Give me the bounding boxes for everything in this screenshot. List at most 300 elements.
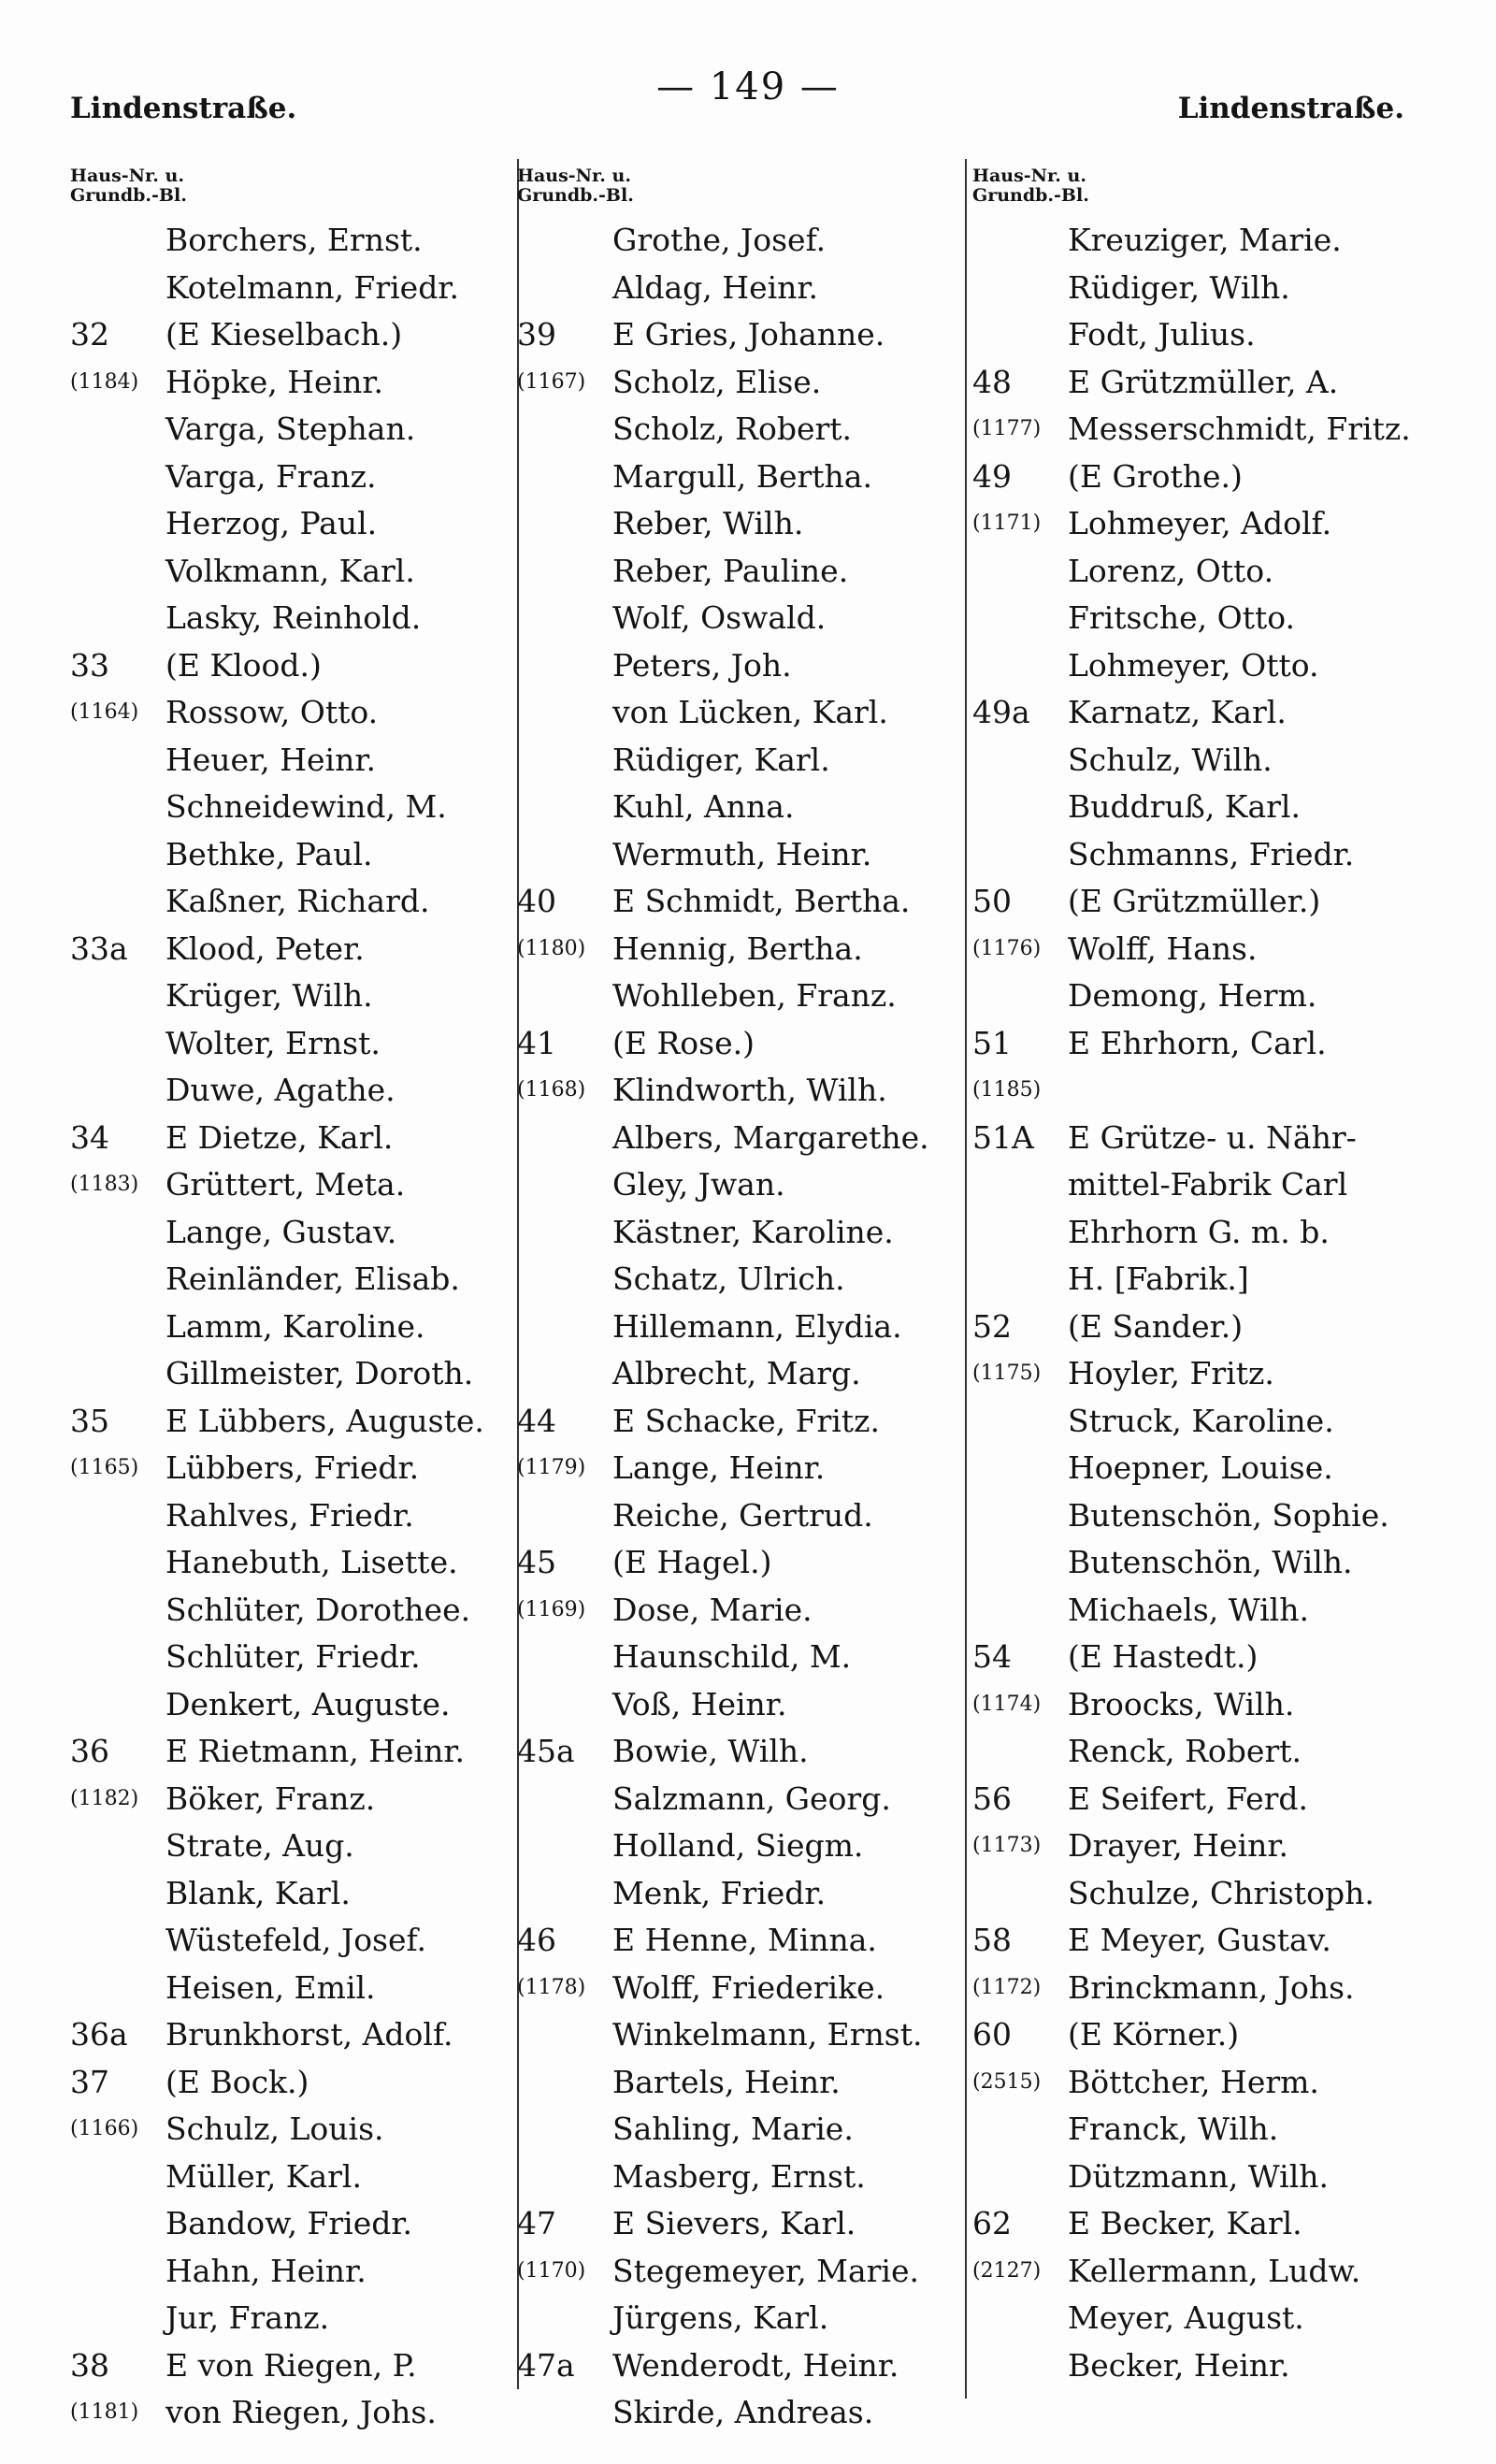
resident-name: Karnatz, Karl. (1068, 694, 1287, 730)
list-item (517, 1917, 964, 1965)
resident-name: Schmanns, Friedr. (1068, 835, 1355, 872)
list-item (972, 1776, 1459, 1823)
resident-name: E Dietze, Karl. (165, 1118, 394, 1156)
resident-name: von Riegen, Johs. (165, 2394, 437, 2430)
list-item (517, 1115, 964, 1162)
resident-name: Masberg, Ernst. (612, 2157, 866, 2195)
list-item (70, 217, 528, 265)
resident-name: Kreuziger, Marie. (1068, 222, 1342, 258)
resident-name: Schulz, Louis. (165, 2111, 384, 2147)
entry-list (517, 217, 964, 2437)
list-item (517, 1350, 964, 1398)
list-item (972, 1965, 1459, 2012)
resident-name: Schlüter, Friedr. (165, 1638, 421, 1675)
resident-name: Heisen, Emil. (165, 1968, 376, 2006)
resident-name: Heuer, Heinr. (165, 741, 376, 778)
resident-name: Borchers, Ernst. (165, 222, 423, 258)
resident-name: Bandow, Friedr. (165, 2205, 412, 2241)
list-item (517, 2011, 964, 2059)
list-item (517, 1020, 964, 1068)
resident-name: Jur, Franz. (165, 2299, 330, 2336)
resident-name: Reinländer, Elisab. (165, 1261, 460, 1297)
list-item (70, 2106, 528, 2154)
resident-name: Broocks, Wilh. (1068, 1685, 1295, 1722)
resident-name: Hillemann, Elydia. (612, 1307, 902, 1345)
resident-name: Skirde, Andreas. (612, 2394, 874, 2430)
page-number: — 149 — (656, 65, 840, 108)
list-item (70, 1115, 528, 1162)
house-number: 58 (972, 1922, 1012, 1958)
resident-name: Sahling, Marie. (612, 2111, 854, 2147)
list-item (972, 926, 1459, 973)
resident-name: Böker, Franz. (165, 1780, 376, 1817)
list-item (972, 454, 1459, 501)
list-item (70, 2248, 528, 2296)
list-item (70, 548, 528, 596)
list-item (517, 1539, 964, 1587)
resident-name: E von Riegen, P. (165, 2346, 417, 2384)
list-item (972, 1398, 1459, 1446)
column-header-line-1: Haus-Nr. u. (70, 166, 184, 186)
resident-name: Buddruß, Karl. (1068, 788, 1301, 825)
resident-name: Grüttert, Meta. (165, 1166, 406, 1203)
resident-name: Blank, Karl. (165, 1874, 351, 1911)
resident-name: Bethke, Paul. (165, 835, 373, 872)
house-number: 56 (972, 1780, 1012, 1817)
column-header (972, 166, 1459, 217)
land-register-number: (1184) (70, 369, 139, 394)
resident-name: Kästner, Karoline. (612, 1213, 894, 1250)
list-item (972, 1681, 1459, 1729)
resident-name: Volkmann, Karl. (165, 552, 415, 589)
list-item (517, 784, 964, 831)
running-header-right: Lindenstraße. (1177, 92, 1404, 125)
column-header (517, 166, 964, 217)
house-number: 45 (517, 1544, 556, 1580)
house-number: 47a (517, 2346, 575, 2384)
list-item (517, 973, 964, 1020)
land-register-number: (1171) (972, 512, 1042, 535)
resident-name: Rahlves, Friedr. (165, 1496, 414, 1534)
resident-name: Lange, Gustav. (165, 1213, 397, 1250)
column-header-line-2: Grundb.-Bl. (972, 185, 1089, 206)
resident-name: Lohmeyer, Adolf. (1068, 505, 1332, 541)
resident-name: Holland, Siegm. (612, 1827, 864, 1864)
list-item (517, 642, 964, 690)
list-item (517, 926, 964, 973)
list-item (517, 737, 964, 785)
resident-name: E Schmidt, Bertha. (612, 883, 911, 919)
list-item (70, 2342, 528, 2390)
house-number: 40 (517, 883, 556, 919)
resident-name: Reber, Pauline. (612, 552, 849, 589)
resident-name: Wolff, Friederike. (612, 1968, 885, 2006)
resident-name: Wüstefeld, Josef. (165, 1922, 427, 1958)
list-item (70, 1917, 528, 1965)
resident-name: Rossow, Otto. (165, 694, 379, 730)
house-number: 47 (517, 2205, 556, 2241)
resident-name: Gley, Jwan. (612, 1166, 785, 1203)
resident-name: (E Hagel.) (612, 1544, 772, 1580)
resident-name: (E Kieselbach.) (165, 316, 403, 353)
list-item (517, 454, 964, 501)
list-item (517, 1681, 964, 1729)
land-register-number: (1178) (517, 1975, 586, 1999)
land-register-number: (1175) (972, 1362, 1042, 1385)
resident-name: Klindworth, Wilh. (612, 1072, 887, 1108)
list-item (517, 2342, 964, 2390)
resident-name: Klood, Peter. (165, 929, 365, 967)
list-item (70, 1776, 528, 1823)
list-item (70, 500, 528, 548)
resident-name: Messerschmidt, Fritz. (1068, 411, 1411, 447)
resident-name: Lorenz, Otto. (1068, 552, 1274, 589)
resident-name: Kotelmann, Friedr. (165, 268, 459, 306)
list-item (517, 217, 964, 265)
resident-name: von Lücken, Karl. (612, 694, 888, 730)
list-item (517, 1161, 964, 1209)
list-item (517, 878, 964, 926)
resident-name: Ehrhorn G. m. b. (1068, 1213, 1330, 1250)
resident-name: mittel-Fabrik Carl (1068, 1166, 1348, 1203)
list-item (517, 2200, 964, 2248)
resident-name: Butenschön, Wilh. (1068, 1544, 1353, 1580)
house-number: 36 (70, 1733, 109, 1769)
resident-name: Fritsche, Otto. (1068, 599, 1296, 636)
list-item (517, 1587, 964, 1635)
resident-name: (E Klood.) (165, 646, 322, 684)
list-item (70, 1020, 528, 1068)
directory-column-1 (70, 166, 528, 2437)
house-number: 49a (972, 694, 1030, 730)
list-item (517, 1823, 964, 1870)
resident-name: Winkelmann, Ernst. (612, 2016, 923, 2053)
resident-name: Rüdiger, Wilh. (1068, 268, 1290, 306)
list-item (972, 642, 1459, 690)
list-item (70, 1539, 528, 1587)
column-header-line-1: Haus-Nr. u. (972, 166, 1086, 186)
resident-name: Schulze, Christoph. (1068, 1874, 1374, 1911)
list-item (70, 1304, 528, 1351)
list-item (517, 1870, 964, 1918)
list-item (972, 1587, 1459, 1635)
land-register-number: (1172) (972, 1975, 1042, 1999)
list-item (70, 1445, 528, 1492)
resident-name: Krüger, Wilh. (165, 977, 373, 1014)
house-number: 36a (70, 2016, 128, 2053)
house-number: 34 (70, 1118, 109, 1156)
land-register-number: (1169) (517, 1597, 586, 1621)
land-register-number: (1173) (972, 1834, 1042, 1857)
list-item (70, 2059, 528, 2107)
resident-name: Jürgens, Karl. (612, 2299, 829, 2336)
land-register-number: (1170) (517, 2258, 586, 2283)
list-item (70, 2154, 528, 2201)
list-item (972, 1823, 1459, 1870)
list-item (972, 1209, 1459, 1257)
land-register-number: (1166) (70, 2117, 139, 2140)
house-number: 32 (70, 316, 109, 353)
resident-name: E Grützmüller, A. (1068, 363, 1339, 400)
house-number: 44 (517, 1402, 556, 1439)
land-register-number: (1182) (70, 1786, 139, 1810)
list-item (972, 1067, 1459, 1115)
resident-name: Albrecht, Marg. (612, 1355, 861, 1391)
house-number: 62 (972, 2205, 1012, 2241)
resident-name: (E Körner.) (1068, 2016, 1240, 2053)
list-item (972, 1115, 1459, 1162)
list-item (972, 1350, 1459, 1398)
resident-name: E Sievers, Karl. (612, 2205, 856, 2241)
house-number: 51 (972, 1024, 1012, 1061)
list-item (517, 500, 964, 548)
house-number: 46 (517, 1922, 556, 1958)
resident-name: Bartels, Heinr. (612, 2063, 841, 2100)
list-item (972, 1870, 1459, 1918)
list-item (972, 2106, 1459, 2154)
list-item (70, 1209, 528, 1257)
list-item (70, 1256, 528, 1304)
list-item (972, 689, 1459, 737)
resident-name: Renck, Robert. (1068, 1733, 1302, 1769)
land-register-number: (1180) (517, 936, 586, 960)
list-item (70, 2389, 528, 2437)
house-number: 33a (70, 929, 128, 967)
resident-name: (E Grützmüller.) (1068, 883, 1321, 919)
column-header-line-2: Grundb.-Bl. (70, 185, 187, 206)
list-item (517, 359, 964, 407)
land-register-number: (1183) (70, 1173, 139, 1196)
entry-list (70, 217, 528, 2437)
resident-name: (E Sander.) (1068, 1307, 1244, 1345)
resident-name: Voß, Heinr. (612, 1685, 787, 1722)
resident-name: Schneidewind, M. (165, 788, 447, 825)
column-header (70, 166, 528, 217)
list-item (972, 1020, 1459, 1068)
list-item (517, 595, 964, 642)
house-number: 41 (517, 1024, 556, 1061)
resident-name: Albers, Margarethe. (612, 1118, 929, 1156)
list-item (517, 2248, 964, 2296)
resident-name: E Ehrhorn, Carl. (1068, 1024, 1327, 1061)
resident-name: Dose, Marie. (612, 1591, 813, 1628)
list-item (972, 1634, 1459, 1681)
resident-name: Dützmann, Wilh. (1068, 2157, 1330, 2195)
column-divider (965, 159, 967, 2399)
resident-name: Michaels, Wilh. (1068, 1591, 1309, 1628)
list-item (517, 689, 964, 737)
house-number: 51A (972, 1118, 1034, 1156)
list-item (517, 831, 964, 879)
column-header-line-1: Haus-Nr. u. (517, 166, 631, 186)
list-item (517, 1728, 964, 1776)
list-item (70, 1350, 528, 1398)
list-item (70, 1398, 528, 1446)
resident-name: Franck, Wilh. (1068, 2111, 1279, 2147)
resident-name: Höpke, Heinr. (165, 363, 384, 400)
resident-name: (E Hastedt.) (1068, 1638, 1259, 1675)
list-item (972, 311, 1459, 359)
resident-name: E Seifert, Ferd. (1068, 1780, 1309, 1817)
resident-name: Kellermann, Ludw. (1068, 2252, 1361, 2289)
resident-name: E Henne, Minna. (612, 1922, 877, 1958)
list-item (70, 454, 528, 501)
list-item (972, 2342, 1459, 2390)
resident-name: Strate, Aug. (165, 1827, 354, 1864)
resident-name: Wolf, Oswald. (612, 599, 827, 636)
house-number: 38 (70, 2346, 109, 2384)
list-item (972, 1539, 1459, 1587)
land-register-number: (1168) (517, 1078, 586, 1102)
list-item (517, 1776, 964, 1823)
resident-name: (E Grothe.) (1068, 457, 1243, 495)
resident-name: Lohmeyer, Otto. (1068, 646, 1319, 684)
list-item (972, 1304, 1459, 1351)
land-register-number: (1177) (972, 417, 1042, 440)
resident-name: Lamm, Karoline. (165, 1307, 425, 1345)
list-item (70, 1067, 528, 1115)
resident-name: Böttcher, Herm. (1068, 2063, 1319, 2100)
resident-name: Brunkhorst, Adolf. (165, 2016, 453, 2053)
list-item (70, 1728, 528, 1776)
list-item (517, 265, 964, 312)
resident-name: Duwe, Agathe. (165, 1072, 396, 1108)
resident-name: Varga, Stephan. (165, 411, 416, 447)
list-item (517, 1256, 964, 1304)
list-item (972, 1161, 1459, 1209)
list-item (517, 2295, 964, 2342)
resident-name: Becker, Heinr. (1068, 2346, 1290, 2384)
resident-name: Wenderodt, Heinr. (612, 2346, 899, 2384)
list-item (972, 1445, 1459, 1492)
resident-name: Rüdiger, Karl. (612, 741, 830, 778)
list-item (70, 406, 528, 454)
list-item (972, 217, 1459, 265)
house-number: 33 (70, 646, 109, 684)
list-item (972, 1492, 1459, 1540)
list-item (972, 2059, 1459, 2107)
land-register-number: (1164) (70, 700, 139, 724)
resident-name: H. [Fabrik.] (1068, 1261, 1249, 1297)
resident-name: Scholz, Elise. (612, 363, 822, 400)
list-item (70, 689, 528, 737)
resident-name: Meyer, August. (1068, 2299, 1304, 2336)
resident-name: Schulz, Wilh. (1068, 741, 1273, 778)
list-item (972, 1256, 1459, 1304)
land-register-number: (1176) (972, 936, 1042, 960)
resident-name: Herzog, Paul. (165, 505, 378, 541)
house-number: 35 (70, 1402, 109, 1439)
resident-name: Wermuth, Heinr. (612, 835, 872, 872)
list-item (972, 878, 1459, 926)
list-item (70, 359, 528, 407)
list-item (517, 1634, 964, 1681)
land-register-number: (1185) (972, 1078, 1042, 1102)
list-item (517, 1492, 964, 1540)
resident-name: Menk, Friedr. (612, 1874, 827, 1911)
resident-name: Lübbers, Friedr. (165, 1449, 420, 1486)
list-item (972, 831, 1459, 879)
list-item (70, 1681, 528, 1729)
house-number: 49 (972, 457, 1012, 495)
list-item (972, 406, 1459, 454)
list-item (972, 500, 1459, 548)
list-item (70, 831, 528, 879)
house-number: 37 (70, 2063, 109, 2100)
list-item (70, 1870, 528, 1918)
list-item (70, 737, 528, 785)
list-item (972, 2248, 1459, 2296)
list-item (517, 311, 964, 359)
list-item (70, 265, 528, 312)
list-item (517, 2389, 964, 2437)
resident-name: Reber, Wilh. (612, 505, 804, 541)
resident-name: Haunschild, M. (612, 1638, 852, 1675)
list-item (972, 1917, 1459, 1965)
house-number: 50 (972, 883, 1012, 919)
resident-name: E Gries, Johanne. (612, 316, 885, 353)
resident-name: Hoepner, Louise. (1068, 1449, 1333, 1486)
resident-name: Reiche, Gertrud. (612, 1496, 873, 1534)
resident-name: Salzmann, Georg. (612, 1780, 891, 1817)
list-item (972, 265, 1459, 312)
resident-name: Kuhl, Anna. (612, 788, 795, 825)
list-item (972, 2011, 1459, 2059)
list-item (70, 311, 528, 359)
resident-name: Denkert, Auguste. (165, 1685, 451, 1722)
resident-name: Lasky, Reinhold. (165, 599, 422, 636)
resident-name: Varga, Franz. (165, 457, 377, 495)
entry-list (972, 217, 1459, 2389)
resident-name: Kaßner, Richard. (165, 883, 430, 919)
resident-name: Wohlleben, Franz. (612, 977, 897, 1014)
list-item (972, 737, 1459, 785)
list-item (70, 1587, 528, 1635)
list-item (972, 1728, 1459, 1776)
resident-name: Aldag, Heinr. (612, 268, 819, 306)
list-item (70, 1161, 528, 1209)
list-item (517, 2154, 964, 2201)
list-item (517, 1398, 964, 1446)
resident-name: Stegemeyer, Marie. (612, 2252, 919, 2289)
list-item (517, 1965, 964, 2012)
resident-name: Hahn, Heinr. (165, 2252, 367, 2289)
directory-column-3 (972, 166, 1459, 2389)
land-register-number: (2127) (972, 2258, 1042, 2283)
list-item (70, 1492, 528, 1540)
resident-name: Wolff, Hans. (1068, 929, 1258, 967)
list-item (972, 2154, 1459, 2201)
list-item (70, 2200, 528, 2248)
resident-name: E Rietmann, Heinr. (165, 1733, 465, 1769)
list-item (517, 548, 964, 596)
list-item (972, 2295, 1459, 2342)
list-item (517, 406, 964, 454)
list-item (70, 878, 528, 926)
house-number: 60 (972, 2016, 1012, 2053)
resident-name: (E Bock.) (165, 2063, 309, 2100)
resident-name: E Meyer, Gustav. (1068, 1922, 1331, 1958)
resident-name: E Schacke, Fritz. (612, 1402, 880, 1439)
list-item (70, 1634, 528, 1681)
resident-name: Drayer, Heinr. (1068, 1827, 1288, 1864)
list-item (70, 784, 528, 831)
list-item (517, 2106, 964, 2154)
resident-name: Margull, Bertha. (612, 457, 872, 495)
list-item (70, 1965, 528, 2012)
list-item (70, 973, 528, 1020)
resident-name: E Lübbers, Auguste. (165, 1402, 484, 1439)
